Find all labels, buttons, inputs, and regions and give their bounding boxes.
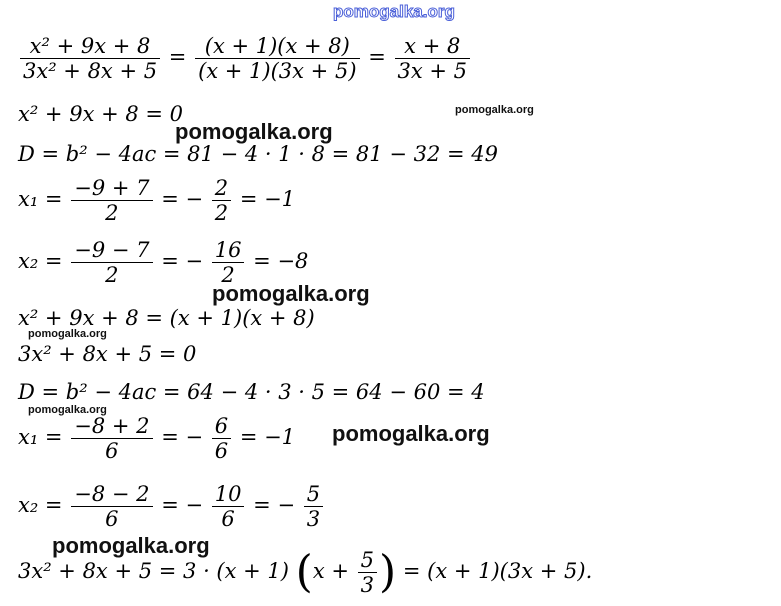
watermark: pomogalka.org — [52, 533, 210, 558]
final-factorization-line: 3x² + 8x + 5 = 3 · (x + 1) (x + $\frac{5}{3}$ ) = (x + 1)(3x + 5). — [18, 546, 593, 598]
watermark: pomogalka.org — [212, 281, 370, 306]
watermark: pomogalka.org — [455, 104, 534, 116]
fraction: $\frac{x + 8}{3x + 5}$ — [395, 34, 471, 83]
top-watermark: pomogalka.org — [333, 2, 455, 21]
root-line: x₂ = $\frac{-8 - 2}{6}$ = − $\frac{10}{6}$ = − $\frac{5}{3}$ — [18, 482, 325, 531]
equation-line: 3x² + 8x + 5 = 0 — [18, 342, 197, 366]
discriminant-line: D = b² − 4ac = 64 − 4 · 3 · 5 = 64 − 60 = 4 — [18, 380, 485, 404]
root-line: x₁ = $\frac{-9 + 7}{2}$ = − $\frac{2}{2}$ = −1 — [18, 176, 296, 226]
root-line: x₂ = $\frac{-9 - 7}{2}$ = − $\frac{16}{2}$ = −8 — [18, 238, 309, 288]
watermark: pomogalka.org — [28, 328, 107, 340]
watermark: pomogalka.org — [175, 119, 333, 144]
discriminant-line: D = b² − 4ac = 81 − 4 · 1 · 8 = 81 − 32 = 49 — [18, 142, 498, 166]
fraction: $\frac{\text{x² + 9x + 8}}{\text{3x² + 8x + 5}}$ — [20, 34, 160, 83]
fraction-reduction-line: $\frac{\text{x² + 9x + 8}}{\text{3x² + 8x + 5}}$ = $\frac{(x + 1)(x + 8)}{(x + 1)(3x + 5)}$ = $\frac{x + 8}{3x + 5}$ — [18, 34, 472, 83]
watermark: pomogalka.org — [28, 404, 107, 416]
watermark: pomogalka.org — [332, 421, 490, 446]
equation-line: x² + 9x + 8 = 0 — [18, 102, 184, 126]
factorization-line: x² + 9x + 8 = (x + 1)(x + 8) — [18, 306, 315, 330]
fraction: $\frac{(x + 1)(x + 8)}{(x + 1)(3x + 5)}$ — [195, 34, 359, 83]
root-line: x₁ = $\frac{-8 + 2}{6}$ = − $\frac{6}{6}$ = −1 — [18, 414, 296, 464]
